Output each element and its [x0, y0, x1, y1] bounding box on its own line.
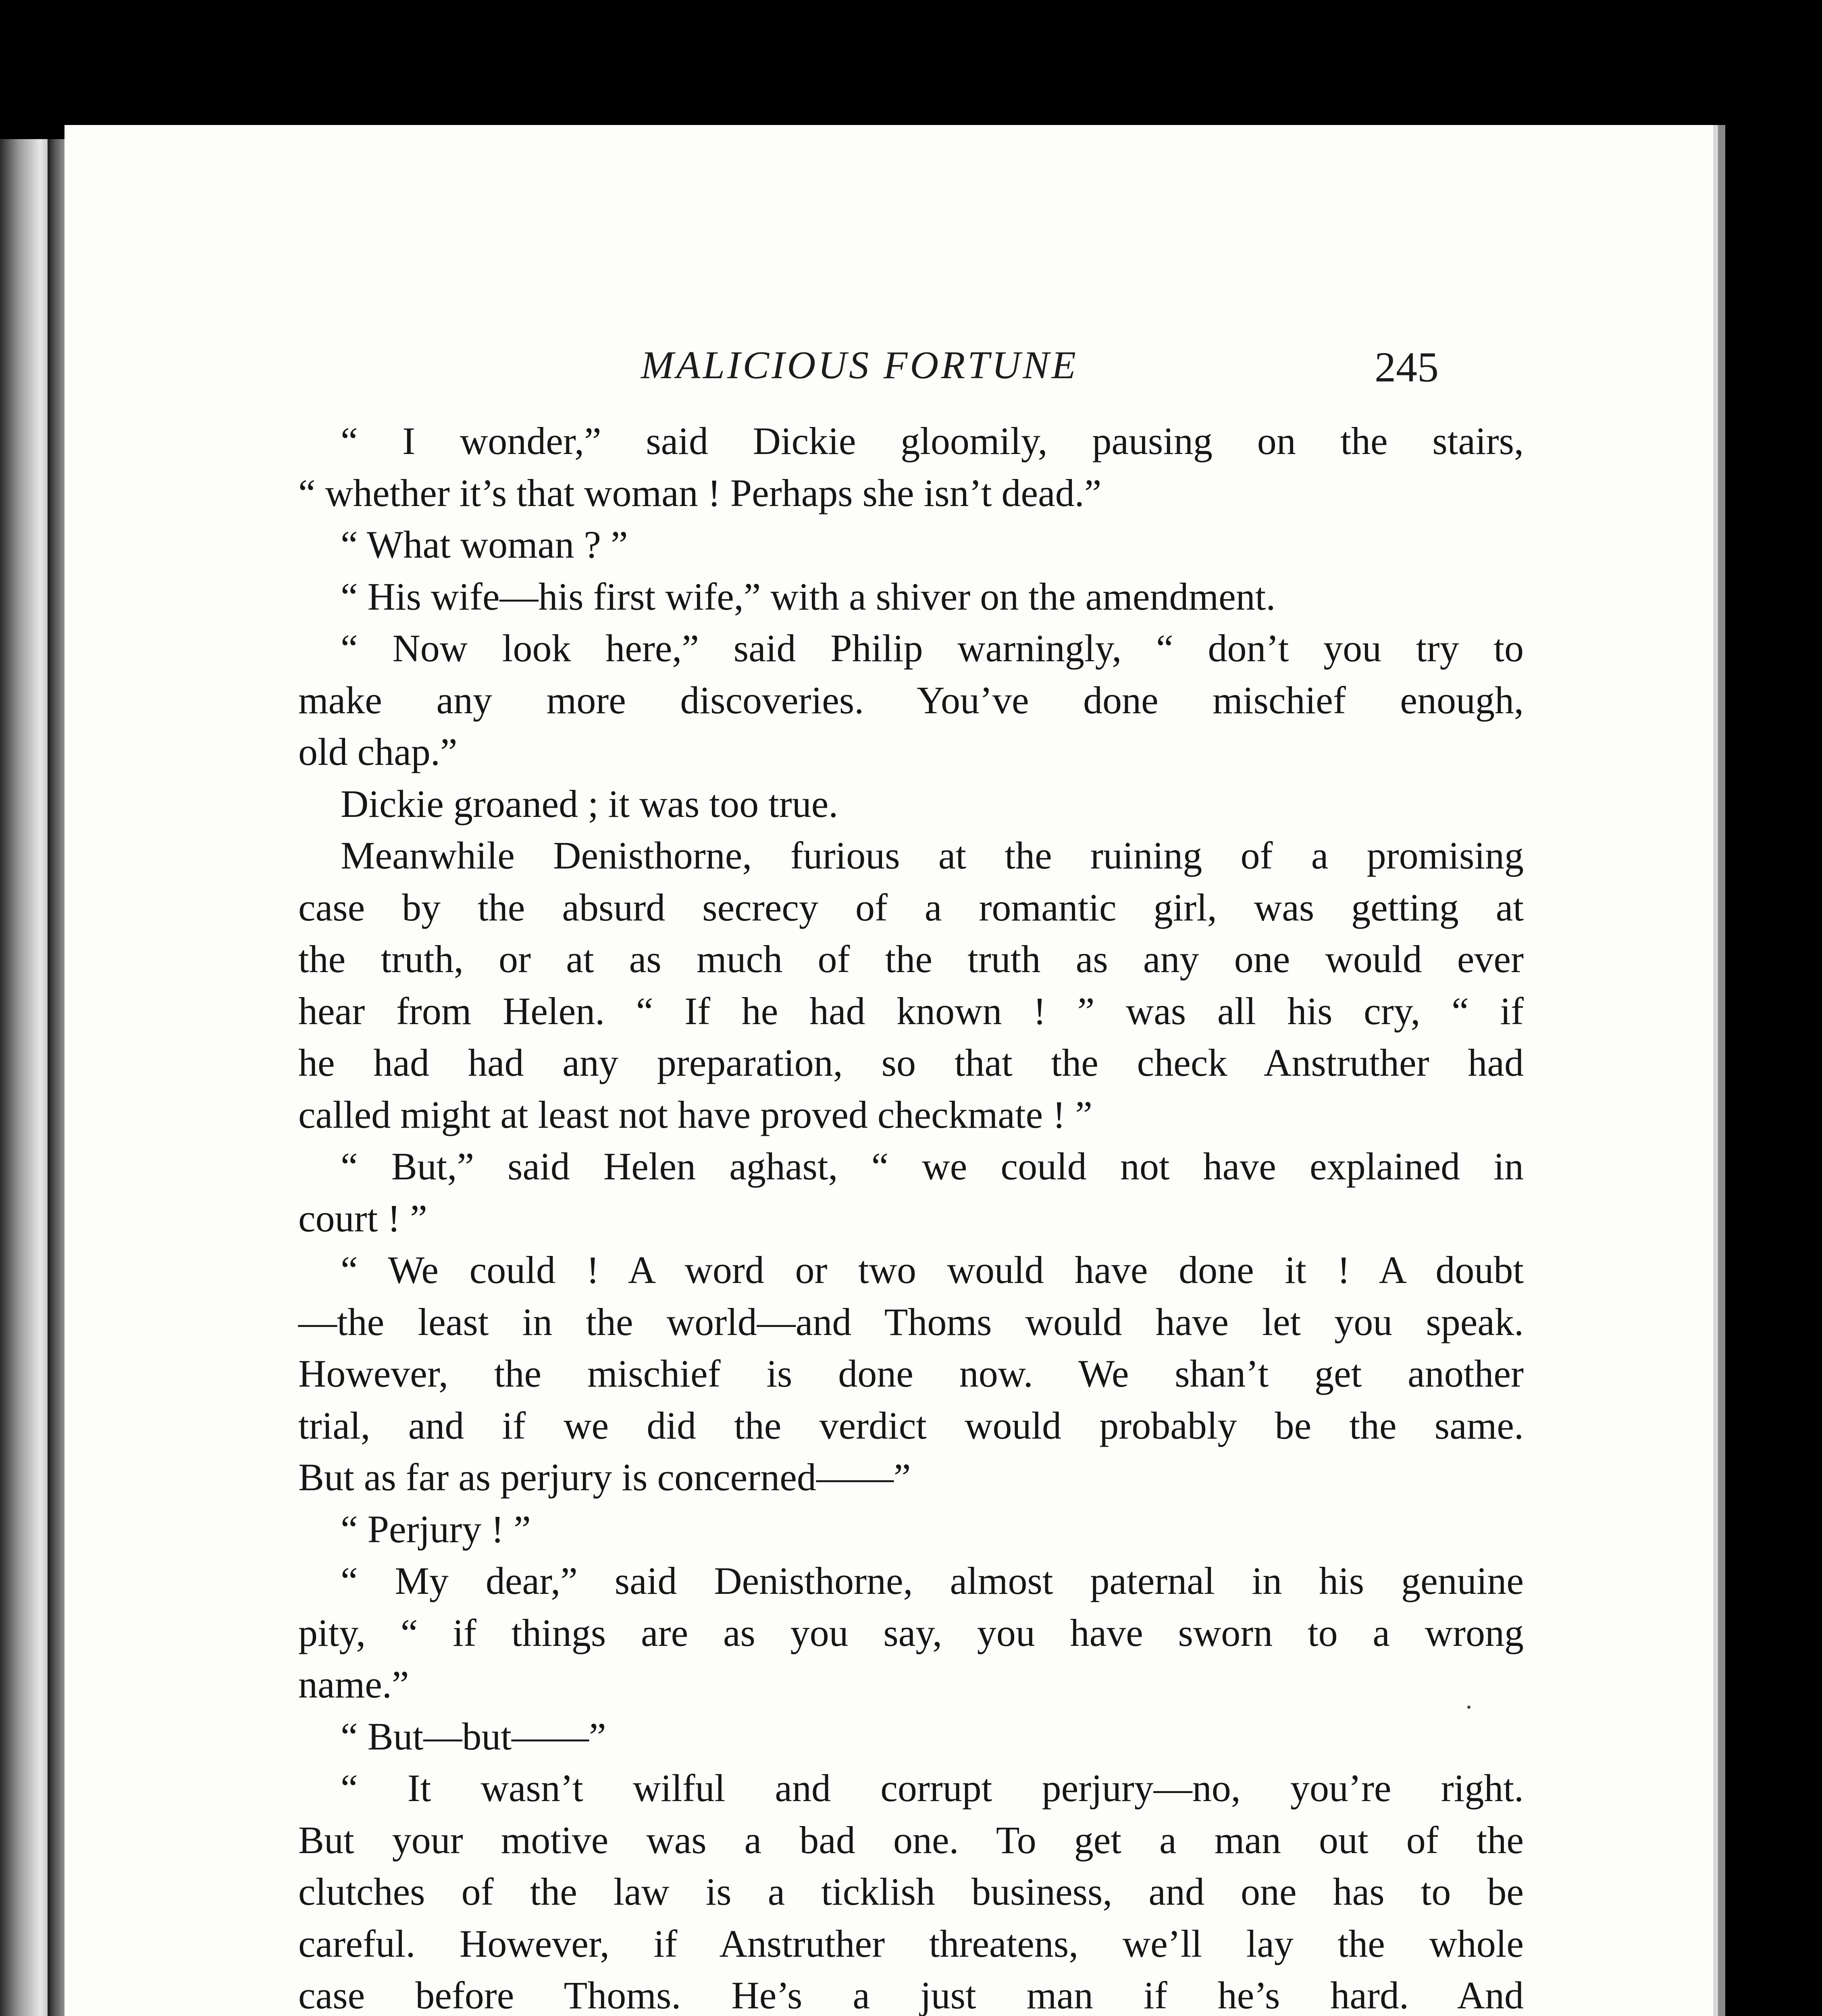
text-line: called might at least not have proved checkmate ! ” [298, 1093, 1092, 1136]
text-line: court ! ” [298, 1196, 427, 1240]
text-line: “ His wife—his first wife,” with a shiver on the amendment. [341, 575, 1276, 618]
text-line: “ But—but——” [341, 1714, 606, 1758]
text-line: careful. However, if Anstruther threatens, we’ll lay the whole [298, 1922, 1524, 1965]
page-number: 245 [1375, 344, 1439, 391]
text-line: case before Thoms. He’s a just man if he’s hard. And [298, 1974, 1524, 2016]
text-line: Dickie groaned ; it was too true. [341, 782, 838, 825]
text-line: “ My dear,” said Denisthorne, almost paternal in his genuine [341, 1559, 1524, 1602]
text-line: name.” [298, 1663, 409, 1706]
text-line: make any more discoveries. You’ve done mischief enough, [298, 678, 1524, 722]
text-line: “ We could ! A word or two would have done it ! A doubt [341, 1248, 1524, 1291]
text-line: “ Perjury ! ” [341, 1507, 531, 1551]
running-head-title: MALICIOUS FORTUNE [641, 344, 1078, 387]
text-line: However, the mischief is done now. We shan’t get another [298, 1352, 1524, 1395]
text-line: But as far as perjury is concerned——” [298, 1456, 911, 1499]
text-line: case by the absurd secrecy of a romantic girl, was getting at [298, 885, 1524, 929]
text-line: —the least in the world—and Thoms would have let you speak. [298, 1300, 1524, 1343]
text-line: “ It wasn’t wilful and corrupt perjury—no, you’re right. [341, 1766, 1524, 1810]
text-line: trial, and if we did the verdict would probably be the same. [298, 1404, 1524, 1447]
text-line: “ Now look here,” said Philip warningly, “ don’t you try to [341, 627, 1524, 670]
text-line: “ whether it’s that woman ! Perhaps she isn’t dead.” [298, 471, 1102, 514]
text-line: the truth, or at as much of the truth as any one would ever [298, 937, 1524, 981]
text-line: “ But,” said Helen aghast, “ we could not have explained in [341, 1145, 1524, 1188]
body-text [298, 415, 1524, 2016]
book-page [64, 125, 1713, 2016]
text-line: “ I wonder,” said Dickie gloomily, pausing on the stairs, [341, 419, 1524, 462]
text-line: Meanwhile Denisthorne, furious at the ruining of a promising [341, 834, 1524, 877]
running-head [64, 343, 1713, 399]
scan-speck [1467, 1706, 1470, 1709]
text-line: clutches of the law is a ticklish business, and one has to be [298, 1870, 1524, 1913]
previous-page-edge [0, 139, 48, 2016]
text-line: pity, “ if things are as you say, you have sworn to a wrong [298, 1611, 1524, 1654]
text-line: But your motive was a bad one. To get a man out of the [298, 1818, 1524, 1862]
text-line: “ What woman ? ” [341, 523, 628, 566]
text-line: hear from Helen. “ If he had known ! ” was all his cry, “ if [298, 989, 1524, 1033]
text-line: old chap.” [298, 730, 458, 773]
text-line: he had had any preparation, so that the check Anstruther had [298, 1041, 1524, 1084]
